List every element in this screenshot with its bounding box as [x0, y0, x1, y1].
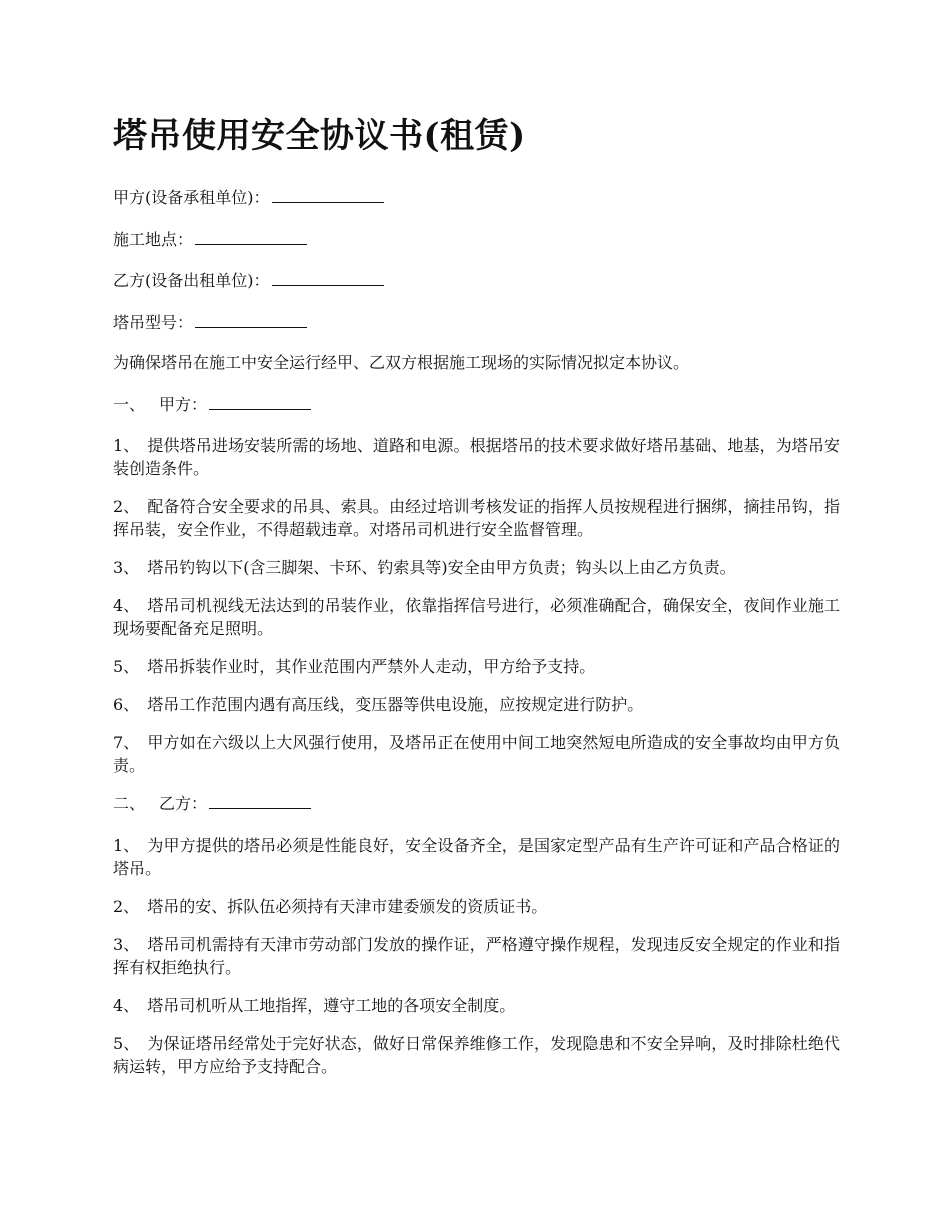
- clause-number: 1、: [113, 835, 140, 855]
- clause-b-5: [113, 1032, 840, 1078]
- clause-text: 塔吊的安、拆队伍必须持有天津市建委颁发的资质证书。: [147, 896, 548, 916]
- clause-number: 2、: [113, 896, 140, 916]
- clause-number: 4、: [113, 995, 140, 1015]
- clause-number: 3、: [113, 558, 140, 577]
- section-heading-party-a: [113, 393, 840, 416]
- clause-a-4: [113, 594, 840, 640]
- clause-number: 3、: [113, 934, 140, 954]
- clause-text: 甲方如在六级以上大风强行使用，及塔吊正在使用中间工地突然短电所造成的安全事故均由甲方负责。: [113, 733, 840, 775]
- blank-line: [195, 228, 307, 245]
- clause-text: 塔吊司机需持有天津市劳动部门发放的操作证，严格遵守操作规程，发现违反安全规定的作业和指挥有权拒绝执行。: [113, 934, 840, 977]
- blank-line: [195, 311, 307, 328]
- clause-number: 7、: [113, 733, 140, 752]
- clause-text: 塔吊工作范围内遇有高压线，变压器等供电设施，应按规定进行防护。: [147, 695, 644, 714]
- clause-b-3: [113, 933, 840, 979]
- clause-text: 塔吊钓钩以下(含三脚架、卡环、钓索具等)安全由甲方负责；钩头以上由乙方负责。: [147, 558, 736, 577]
- clause-text: 提供塔吊进场安装所需的场地、道路和电源。根据塔吊的技术要求做好塔吊基础、地基，为塔吊安装创造条件。: [113, 436, 840, 478]
- document-page: [113, 108, 840, 1093]
- field-site: [113, 228, 840, 251]
- section-number: 一、: [113, 394, 146, 414]
- field-label: 甲方(设备承租单位)：: [113, 188, 270, 207]
- clause-a-7: [113, 731, 840, 777]
- blank-line: [272, 269, 384, 286]
- document-title: 塔吊使用安全协议书(租赁): [113, 116, 526, 156]
- field-crane-model: [113, 311, 840, 334]
- blank-line: [272, 186, 384, 203]
- intro-paragraph: 为确保塔吊在施工中安全运行经甲、乙双方根据施工现场的实际情况拟定本协议。: [113, 353, 690, 372]
- clause-number: 2、: [113, 497, 140, 516]
- clause-b-4: [113, 994, 840, 1017]
- section-label: 乙方：: [159, 794, 208, 813]
- field-label: 乙方(设备出租单位)：: [113, 271, 270, 290]
- field-party-a: [113, 186, 840, 209]
- clause-text: 塔吊拆装作业时，其作业范围内严禁外人走动，甲方给予支持。: [147, 657, 596, 676]
- clause-number: 5、: [113, 1033, 140, 1053]
- clause-a-2: [113, 495, 840, 541]
- clause-text: 为保证塔吊经常处于完好状态，做好日常保养维修工作，发现隐患和不安全异响，及时排除杜绝代病运转，甲方应给予支持配合。: [113, 1033, 840, 1076]
- section-label: 甲方：: [159, 394, 208, 414]
- clause-text: 塔吊司机听从工地指挥，遵守工地的各项安全制度。: [147, 995, 516, 1015]
- clause-a-5: [113, 655, 840, 678]
- field-label: 塔吊型号：: [113, 312, 194, 332]
- clause-text: 塔吊司机视线无法达到的吊装作业，依靠指挥信号进行，必须准确配合，确保安全，夜间作业施工现场要配备充足照明。: [113, 596, 840, 638]
- clause-number: 1、: [113, 436, 140, 455]
- clause-a-3: [113, 556, 840, 579]
- clause-number: 4、: [113, 596, 140, 615]
- clause-number: 6、: [113, 695, 140, 714]
- blank-line: [209, 393, 311, 410]
- clause-text: 为甲方提供的塔吊必须是性能良好，安全设备齐全，是国家定型产品有生产许可证和产品合格证的塔吊。: [113, 835, 840, 878]
- field-label: 施工地点：: [113, 229, 194, 249]
- clause-b-1: [113, 834, 840, 880]
- section-number: 二、: [113, 794, 146, 813]
- clause-a-1: [113, 434, 840, 480]
- clause-b-2: [113, 895, 840, 918]
- field-party-b: [113, 269, 840, 292]
- blank-line: [209, 792, 311, 809]
- clause-a-6: [113, 693, 840, 716]
- clause-text: 配备符合安全要求的吊具、索具。由经过培训考核发证的指挥人员按规程进行捆绑，摘挂吊钩，指挥吊装，安全作业，不得超载违章。对塔吊司机进行安全监督管理。: [113, 497, 840, 539]
- clause-number: 5、: [113, 657, 140, 676]
- section-heading-party-b: [113, 792, 840, 815]
